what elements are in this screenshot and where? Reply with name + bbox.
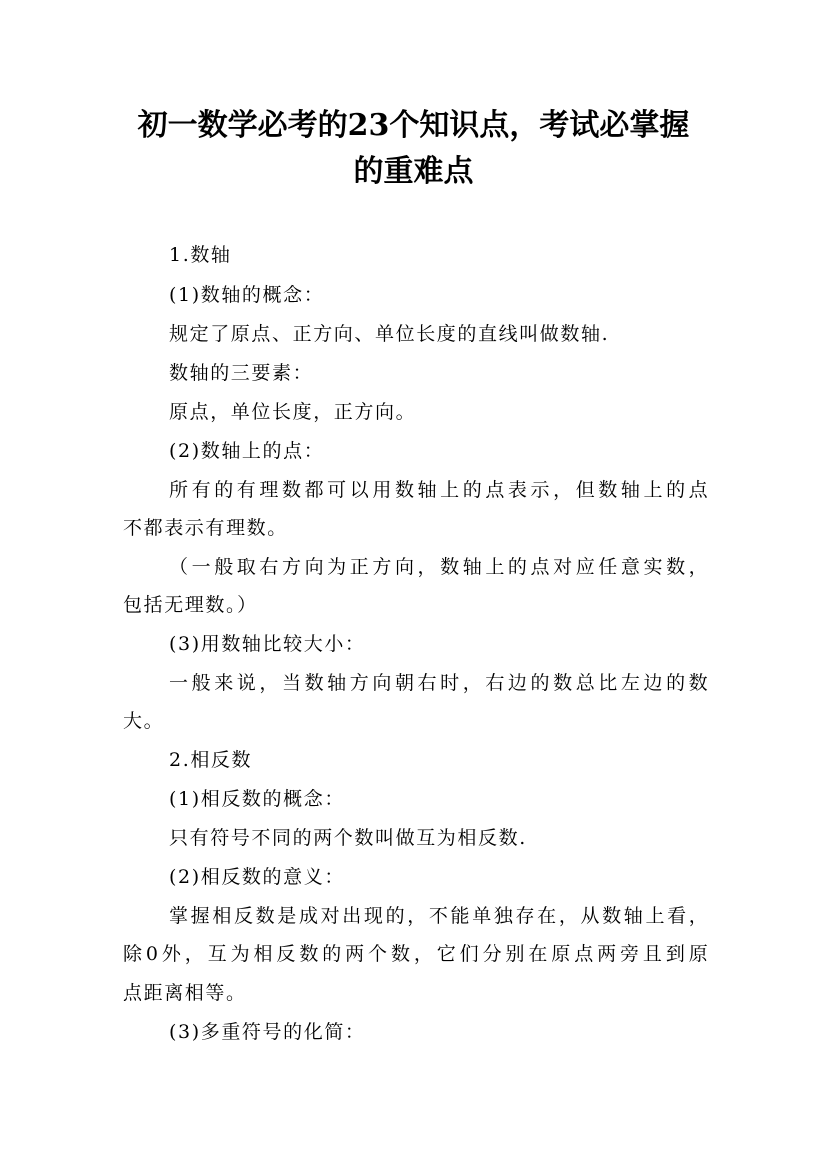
subheading-multiple-signs: (3)多重符号的化简： <box>169 1021 366 1043</box>
page-title <box>100 103 727 195</box>
subheading-opposite-concept: (1)相反数的概念： <box>169 788 345 810</box>
subheading-number-line-concept: (1)数轴的概念： <box>169 284 325 306</box>
section-heading-number-line: 1.数轴 <box>169 244 232 266</box>
subheading-points-on-line: (2)数轴上的点： <box>169 440 325 462</box>
section-heading-opposite-numbers: 2.相反数 <box>169 749 253 771</box>
paragraph-real-numbers-line-1: （ 一 般 取 右 方 向 为 正 方 向 ， 数 轴 上 的 点 对 应 任 意 实 数 ， <box>169 556 708 578</box>
paragraph-real-numbers-line-2: 包括无理数。） <box>123 594 258 616</box>
paragraph-opposite-meaning-line-3: 点距离相等。 <box>123 982 247 1004</box>
paragraph-compare-line-1: 一 般 来 说 ， 当 数 轴 方 向 朝 右 时 ， 右 边 的 数 总 比 左 边 的 数 <box>169 672 708 694</box>
paragraph-compare-line-2: 大。 <box>123 710 165 732</box>
paragraph-rational-numbers-line-2: 不都表示有理数。 <box>123 517 288 539</box>
paragraph-three-elements: 原点，单位长度，正方向。 <box>169 401 417 423</box>
paragraph-opposite-meaning-line-1: 掌 握 相 反 数 是 成 对 出 现 的 ， 不 能 单 独 存 在 ， 从 数 轴 上 看 ， <box>169 905 708 927</box>
title-line-2: 的重难点 <box>353 154 474 189</box>
paragraph-opposite-meaning-line-2: 除 0 外 ， 互 为 相 反 数 的 两 个 数 ， 它 们 分 别 在 原 点 两 旁 且 到 原 <box>123 943 708 965</box>
subheading-opposite-meaning: (2)相反数的意义： <box>169 866 345 888</box>
paragraph-three-elements-label: 数轴的三要素： <box>169 362 314 384</box>
subheading-compare-size: (3)用数轴比较大小： <box>169 633 366 655</box>
paragraph-rational-numbers-line-1: 所 有 的 有 理 数 都 可 以 用 数 轴 上 的 点 表 示 ， 但 数 轴 上 的 点 <box>169 479 708 501</box>
paragraph-number-line-definition: 规定了原点、正方向、单位长度的直线叫做数轴. <box>169 323 610 345</box>
paragraph-opposite-definition: 只有符号不同的两个数叫做互为相反数. <box>169 827 527 849</box>
title-line-1: 初一数学必考的23个知识点，考试必掌握 <box>137 108 690 143</box>
